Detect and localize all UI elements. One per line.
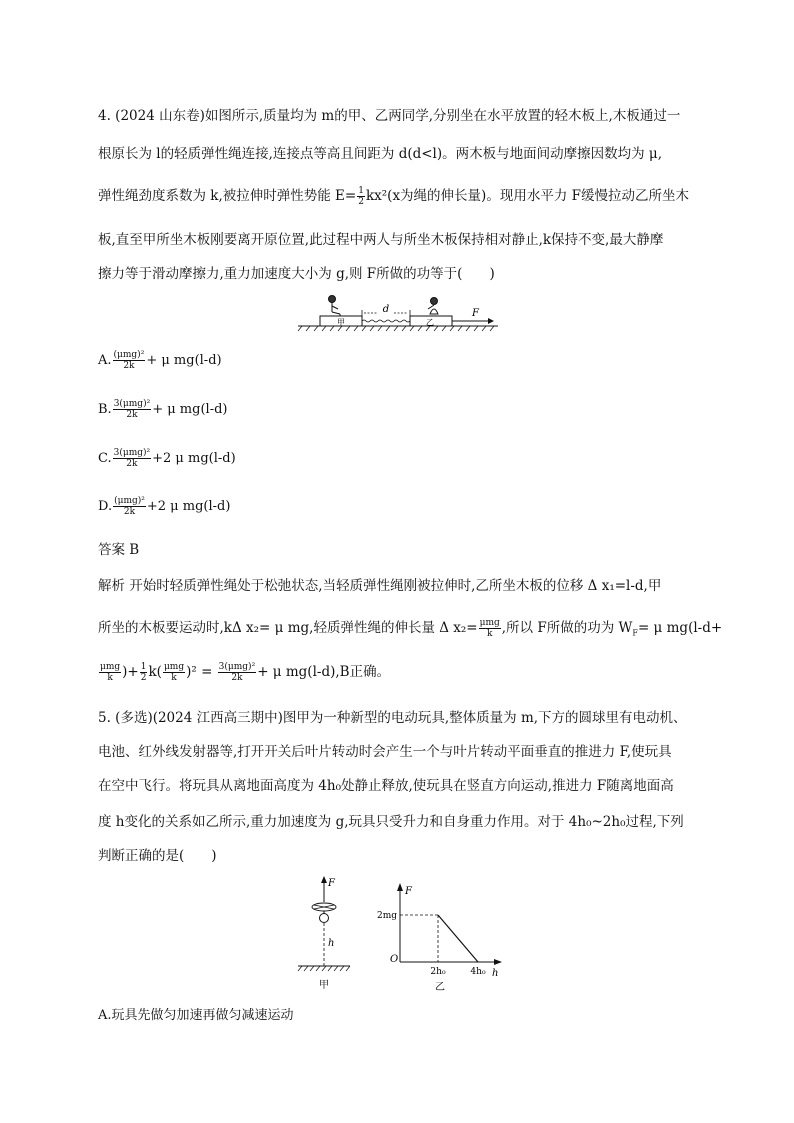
- q4-line-3a: 弹性绳劲度系数为 k,被拉伸时弹性势能 E: [98, 188, 345, 204]
- label-d: d: [382, 304, 390, 315]
- fig-jia-caption: 甲: [319, 980, 329, 991]
- analysis-3d: + μ mg(l-d),B正确。: [257, 664, 391, 680]
- fig-jia-h: h: [328, 938, 335, 949]
- yi-F: F: [405, 886, 412, 897]
- option-C-frac: $\frac{\text{3(μmg)²}}{2k}$: [113, 448, 151, 469]
- analysis-3a: )+: [122, 664, 139, 680]
- elastic-rope: [362, 320, 410, 322]
- label-yi: 乙: [426, 318, 434, 327]
- answer: 答案 B: [98, 542, 140, 558]
- person-jia: [329, 296, 341, 317]
- q4-line-5: 擦力等于滑动摩擦力,重力加速度大小为 g,则 F所做的功等于( ): [98, 266, 495, 282]
- option-B[interactable]: [98, 399, 227, 420]
- analysis-2-frac: $\frac{\text{μmg}}{k}$: [479, 618, 500, 639]
- toy-ball: [320, 914, 329, 923]
- analysis-2a: 所坐的木板要运动时,kΔ x₂= μ mg,轻质弹性绳的伸长量 Δ x₂=: [98, 620, 478, 636]
- q5-figure-jia: [290, 874, 360, 994]
- option-C[interactable]: [98, 448, 236, 469]
- yi-4h0: 4h₀: [470, 967, 486, 977]
- q5-line-3: 在空中飞行。将玩具从离地面高度为 4h₀处静止释放,使玩具在竖直方向运动,推进力 F随离地面高: [98, 778, 674, 794]
- q4-line-4: 板,直至甲所坐木板刚要离开原位置,此过程中两人与所坐木板保持相对静止,k保持不变,最大静摩: [98, 232, 664, 248]
- q5-option-A[interactable]: A.玩具先做匀加速再做匀减速运动: [98, 1008, 294, 1023]
- option-B-frac: $\frac{\text{3(μmg)²}}{2k}$: [113, 399, 151, 420]
- q5-line-2: 电池、红外线发射器等,打开开关后叶片转动时会产生一个与叶片转动平面垂直的推进力 F,使玩具: [98, 744, 672, 760]
- analysis-line-2: [98, 616, 722, 639]
- option-D-rest: +2 μ mg(l-d): [146, 499, 231, 514]
- analysis-3-frac2: $\frac{1}{2}$: [140, 662, 147, 683]
- yi-O: O: [390, 954, 399, 965]
- q5-figure-yi: [374, 880, 510, 994]
- q5-line-4: 度 h变化的关系如乙所示,重力加速度为 g,玩具只受升力和自身重力作用。对于 4h₀~2h₀过程,下列: [98, 814, 684, 830]
- option-A-rest: + μ mg(l-d): [146, 353, 222, 368]
- q4-frac-half: $\frac{1}{2}$: [358, 186, 364, 207]
- option-D-frac: $\frac{\text{(μmg)²}}{2k}$: [114, 496, 145, 517]
- analysis-3-frac3: $\frac{\text{μmg}}{k}$: [163, 662, 185, 683]
- option-D[interactable]: [98, 496, 230, 517]
- analysis-3-frac1: $\frac{\text{μmg}}{k}$: [100, 662, 121, 683]
- q5-line-1: 5. (多选)(2024 江西高三期中)图甲为一种新型的电动玩具,整体质量为 m,下方的圆球里有电动机、: [98, 710, 687, 726]
- label-jia: 甲: [337, 318, 345, 327]
- yi-h: h: [492, 968, 499, 979]
- option-A-frac: $\frac{\text{(μmg)²}}{2k}$: [113, 350, 145, 371]
- analysis-2-sub: F: [632, 628, 638, 638]
- option-B-rest: + μ mg(l-d): [152, 402, 228, 417]
- option-C-label: C.: [98, 451, 112, 466]
- label-F: F: [472, 308, 479, 319]
- option-C-rest: +2 μ mg(l-d): [152, 451, 236, 466]
- yi-2h0: 2h₀: [430, 967, 446, 977]
- q4-line-3: 弹性绳劲度系数为 k,被拉伸时弹性势能 E= $\frac{1}{2}$ kx²(x为绳的伸长量)。现用水平力 F缓慢拉动乙所坐木: [98, 186, 689, 207]
- fig-jia-F: F: [328, 878, 335, 889]
- option-B-label: B.: [98, 402, 112, 417]
- q4-line-1: 4. (2024 山东卷)如图所示,质量均为 m的甲、乙两同学,分别坐在水平放置的轻木板上,木板通过一: [98, 108, 681, 124]
- q4-line-3b: kx²(x为绳的伸长量)。现用水平力 F缓慢拉动乙所坐木: [365, 188, 689, 204]
- q4-figure: [296, 290, 500, 334]
- option-A-label: A.: [98, 353, 112, 368]
- option-D-label: D.: [98, 499, 113, 514]
- fig-yi-caption: 乙: [435, 982, 445, 993]
- q4-line-2: 根原长为 l的轻质弹性绳连接,连接点等高且间距为 d(d<l)。两木板与地面间动摩擦因数均为 μ,: [98, 146, 662, 162]
- option-A[interactable]: [98, 350, 222, 371]
- yi-2mg: 2mg: [376, 911, 397, 921]
- yi-graph-line: [438, 915, 478, 962]
- analysis-line-3: [98, 660, 390, 683]
- analysis-line-1: 解析 开始时轻质弹性绳处于松弛状态,当轻质弹性绳刚被拉伸时,乙所坐木板的位移 Δ x₁=l-d,甲: [98, 578, 662, 594]
- analysis-3b: k(: [148, 664, 162, 680]
- person-yi: [428, 298, 438, 315]
- analysis-3-frac4: $\frac{\text{3(μmg)²}}{2k}$: [218, 662, 256, 683]
- analysis-3c: )² =: [186, 664, 217, 680]
- q5-line-5: 判断正确的是( ): [98, 848, 217, 864]
- analysis-2b: ,所以 F所做的功为 W: [501, 620, 633, 636]
- analysis-2c: = μ mg(l-d+: [637, 620, 723, 636]
